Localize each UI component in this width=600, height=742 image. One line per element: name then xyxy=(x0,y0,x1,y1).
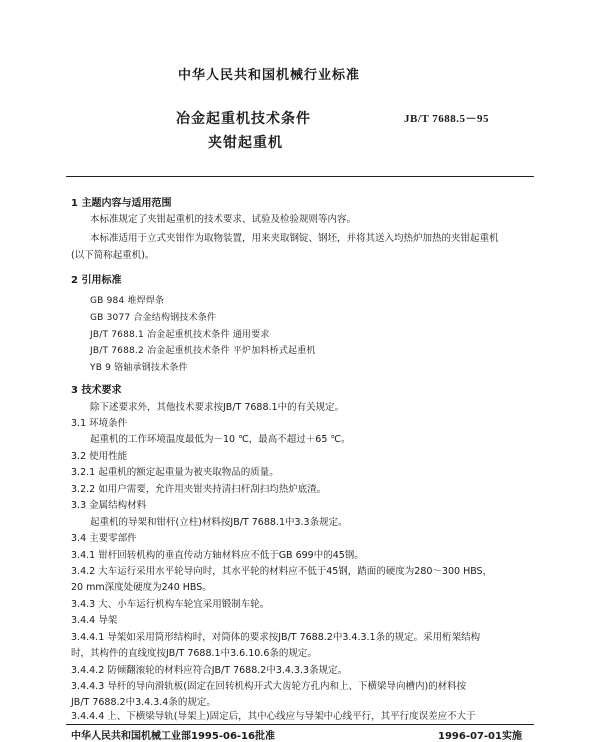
clause-3-1-text: 起重机的工作环境温度最低为－10 ℃，最高不超过＋65 ℃。 xyxy=(90,434,351,445)
document-title: 冶金起重机技术条件 xyxy=(176,111,311,127)
reference-item: GB 984 堆焊焊条 xyxy=(90,296,165,306)
section-2-heading: 2 引用标准 xyxy=(71,275,122,286)
implementation-date: 1996-07-01实施 xyxy=(438,731,522,742)
footer-rule xyxy=(66,724,534,725)
reference-item: YB 9 铬轴承钢技术条件 xyxy=(90,363,188,373)
clause-3-4-4: 3.4.4 导架 xyxy=(71,615,118,626)
clause-3-1: 3.1 环境条件 xyxy=(71,418,128,429)
clause-3-3: 3.3 金属结构材料 xyxy=(71,500,147,511)
issuing-authority: 中华人民共和国机械行业标准 xyxy=(178,68,361,83)
section-3-heading: 3 技术要求 xyxy=(71,385,122,396)
reference-item: GB 3077 合金结构钢技术条件 xyxy=(90,313,217,323)
reference-item: JB/T 7688.2 冶金起重机技术条件 平炉加料桥式起重机 xyxy=(90,346,316,356)
clause-3-2: 3.2 使用性能 xyxy=(71,451,128,462)
approval-date: 中华人民共和国机械工业部1995-06-16批准 xyxy=(71,731,275,742)
section-1-para-1: 本标准规定了夹钳起重机的技术要求、试验及检验规则等内容。 xyxy=(90,214,357,225)
standard-code: JB/T 7688.5－95 xyxy=(404,113,490,125)
clause-3-4: 3.4 主要零部件 xyxy=(71,533,137,544)
clause-3-4-4-3: 3.4.4.3 导杆的导向滑轨板(固定在回转机构开式大齿轮方孔内和上、下横梁导向槽内)的材料按 xyxy=(71,681,467,692)
clause-3-4-2-cont: 20 mm深度处硬度为240 HBS。 xyxy=(71,582,212,593)
clause-3-4-4-4: 3.4.4.4 上、下横梁导轨(导架上)固定后，其中心线应与导架中心线平行，其平行度误差应不大于 xyxy=(71,711,476,722)
clause-3-4-2: 3.4.2 大车运行采用水平轮导向时，其水平轮的材料应不低于45钢，踏面的硬度为280～300 HBS， xyxy=(71,566,493,577)
clause-3-4-1: 3.4.1 钳杆回转机构的垂直传动方轴材料应不低于GB 699中的45钢。 xyxy=(71,550,364,561)
reference-item: JB/T 7688.1 冶金起重机技术条件 通用要求 xyxy=(90,330,270,340)
clause-3-2-1: 3.2.1 起重机的额定起重量为被夹取物品的质量。 xyxy=(71,467,279,478)
clause-3-3-text: 起重机的导架和钳杆(立柱)材料按JB/T 7688.1中3.3条规定。 xyxy=(90,517,348,528)
clause-3-4-4-1: 3.4.4.1 导架如采用筒形结构时，对筒体的要求按JB/T 7688.2中3.4.3.1条的规定。采用桁架结构 xyxy=(71,632,481,643)
document-subtitle: 夹钳起重机 xyxy=(208,135,283,151)
clause-3-4-4-2: 3.4.4.2 防倾翻滚轮的材料应符合JB/T 7688.2中3.4.3.3条规定。 xyxy=(71,665,348,676)
section-3-intro: 除下述要求外，其他技术要求按JB/T 7688.1中的有关规定。 xyxy=(90,402,345,413)
header-rule xyxy=(66,176,534,177)
clause-3-2-2: 3.2.2 如用户需要，允许用夹钳夹持清扫杆刮扫均热炉底渣。 xyxy=(71,484,327,495)
clause-3-4-3: 3.4.3 大、小车运行机构车轮宜采用锻制车轮。 xyxy=(71,599,270,610)
section-1-para-2-cont: (以下简称起重机)。 xyxy=(71,250,155,261)
clause-3-4-4-3-cont: JB/T 7688.2中3.4.3.4条的规定。 xyxy=(71,697,216,708)
clause-3-4-4-1-cont: 时，其构件的直线度按JB/T 7688.1中3.6.10.6条的规定。 xyxy=(71,648,317,659)
section-1-heading: 1 主题内容与适用范围 xyxy=(71,198,172,209)
section-1-para-2: 本标准适用于立式夹钳作为取物装置，用来夹取钢锭、钢坯，并将其送入均热炉加热的夹钳起重机 xyxy=(90,233,499,244)
